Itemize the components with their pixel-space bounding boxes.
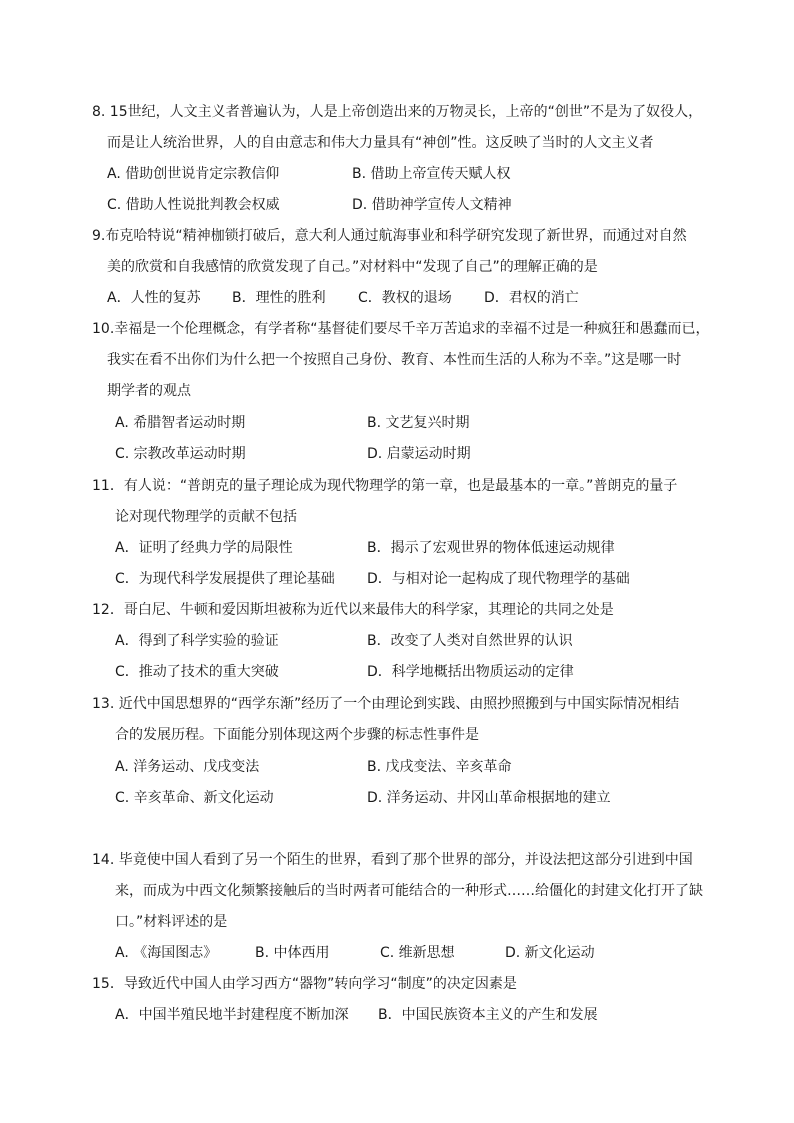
q14-option-d: D. 新文化运动: [505, 945, 595, 961]
q8-option-d: D. 借助神学宣传人文精神: [352, 197, 512, 213]
q14-option-b: B. 中体西用: [255, 945, 330, 961]
q12-option-d: D．科学地概括出物质运动的定律: [367, 664, 574, 680]
q9-option-d: D．君权的消亡: [484, 290, 579, 306]
q9-stem-line-1: 9.布克哈特说“精神枷锁打破后，意大利人通过航海事业和科学研究发现了新世界，而通过对自然: [92, 228, 687, 244]
q9-option-a: A．人性的复苏: [107, 290, 201, 306]
q12-option-c: C．推动了技术的重大突破: [115, 664, 279, 680]
q13-option-b: B. 戊戌变法、辛亥革命: [367, 759, 512, 775]
q11-option-b: B．揭示了宏观世界的物体低速运动规律: [367, 540, 615, 556]
q9-option-b: B．理性的胜利: [232, 290, 326, 306]
q11-option-c: C．为现代科学发展提供了理论基础: [115, 571, 335, 587]
q13-option-d: D. 洋务运动、井冈山革命根据地的建立: [367, 790, 611, 806]
q10-option-d: D. 启蒙运动时期: [367, 446, 471, 462]
q14-stem-line-2: 来，而成为中西文化频繁接触后的当时两者可能结合的一种形式……给僵化的封建文化打开了缺: [115, 883, 703, 899]
q10-stem-line-2: 我实在看不出你们为什么把一个按照自己身份、教育、本性而生活的人称为不幸。”这是哪一时: [107, 352, 682, 368]
q15-stem-line-1: 15．导致近代中国人由学习西方“器物”转向学习“制度”的决定因素是: [92, 976, 517, 992]
q14-option-c: C. 维新思想: [380, 945, 455, 961]
q13-option-a: A. 洋务运动、戊戌变法: [115, 759, 260, 775]
q9-stem-line-2: 美的欣赏和自我感情的欣赏发现了自己。”对材料中“发现了自己”的理解正确的是: [107, 259, 598, 275]
q10-stem-line-1: 10.幸福是一个伦理概念，有学者称“基督徒们要尽千辛万苦追求的幸福不过是一种疯狂和愚蠢而已，: [92, 321, 710, 337]
q10-option-a: A. 希腊智者运动时期: [115, 415, 246, 431]
q15-option-b: B．中国民族资本主义的产生和发展: [378, 1007, 598, 1023]
q8-option-b: B. 借助上帝宣传天赋人权: [352, 166, 511, 182]
q13-stem-line-1: 13. 近代中国思想界的“西学东渐”经历了一个由理论到实践、由照抄照搬到与中国实际情况相结: [92, 696, 680, 712]
q10-option-b: B. 文艺复兴时期: [367, 415, 470, 431]
q14-stem-line-1: 14. 毕竟使中国人看到了另一个陌生的世界，看到了那个世界的部分，并设法把这部分引进到中国: [92, 852, 693, 868]
q12-option-a: A．得到了科学实验的验证: [115, 633, 279, 649]
q12-option-b: B．改变了人类对自然世界的认识: [367, 633, 573, 649]
q13-option-c: C. 辛亥革命、新文化运动: [115, 790, 274, 806]
q8-option-a: A. 借助创世说肯定宗教信仰: [107, 166, 280, 182]
q8-option-c: C. 借助人性说批判教会权威: [107, 197, 280, 213]
q11-option-a: A．证明了经典力学的局限性: [115, 540, 293, 556]
q11-stem-line-1: 11．有人说：“普朗克的量子理论成为现代物理学的第一章，也是最基本的一章。”普朗克的量子: [92, 478, 678, 494]
q8-stem-line-2: 而是让人统治世界，人的自由意志和伟大力量具有“神创”性。这反映了当时的人文主义者: [107, 135, 654, 151]
q14-stem-line-3: 口。”材料评述的是: [115, 914, 228, 930]
q11-stem-line-2: 论对现代物理学的贡献不包括: [115, 509, 297, 525]
q15-option-a: A．中国半殖民地半封建程度不断加深: [115, 1007, 349, 1023]
q11-option-d: D．与相对论一起构成了现代物理学的基础: [367, 571, 630, 587]
q8-stem-line-1: 8. 15世纪，人文主义者普遍认为，人是上帝创造出来的万物灵长，上帝的“创世”不是为了奴役人，: [92, 104, 703, 120]
q12-stem-line-1: 12．哥白尼、牛顿和爱因斯坦被称为近代以来最伟大的科学家，其理论的共同之处是: [92, 602, 614, 618]
q13-stem-line-2: 合的发展历程。下面能分别体现这两个步骤的标志性事件是: [115, 727, 479, 743]
q9-option-c: C．教权的退场: [358, 290, 452, 306]
q10-stem-line-3: 期学者的观点: [107, 383, 191, 399]
q14-option-a: A. 《海国图志》: [115, 945, 218, 961]
q10-option-c: C. 宗教改革运动时期: [115, 446, 246, 462]
